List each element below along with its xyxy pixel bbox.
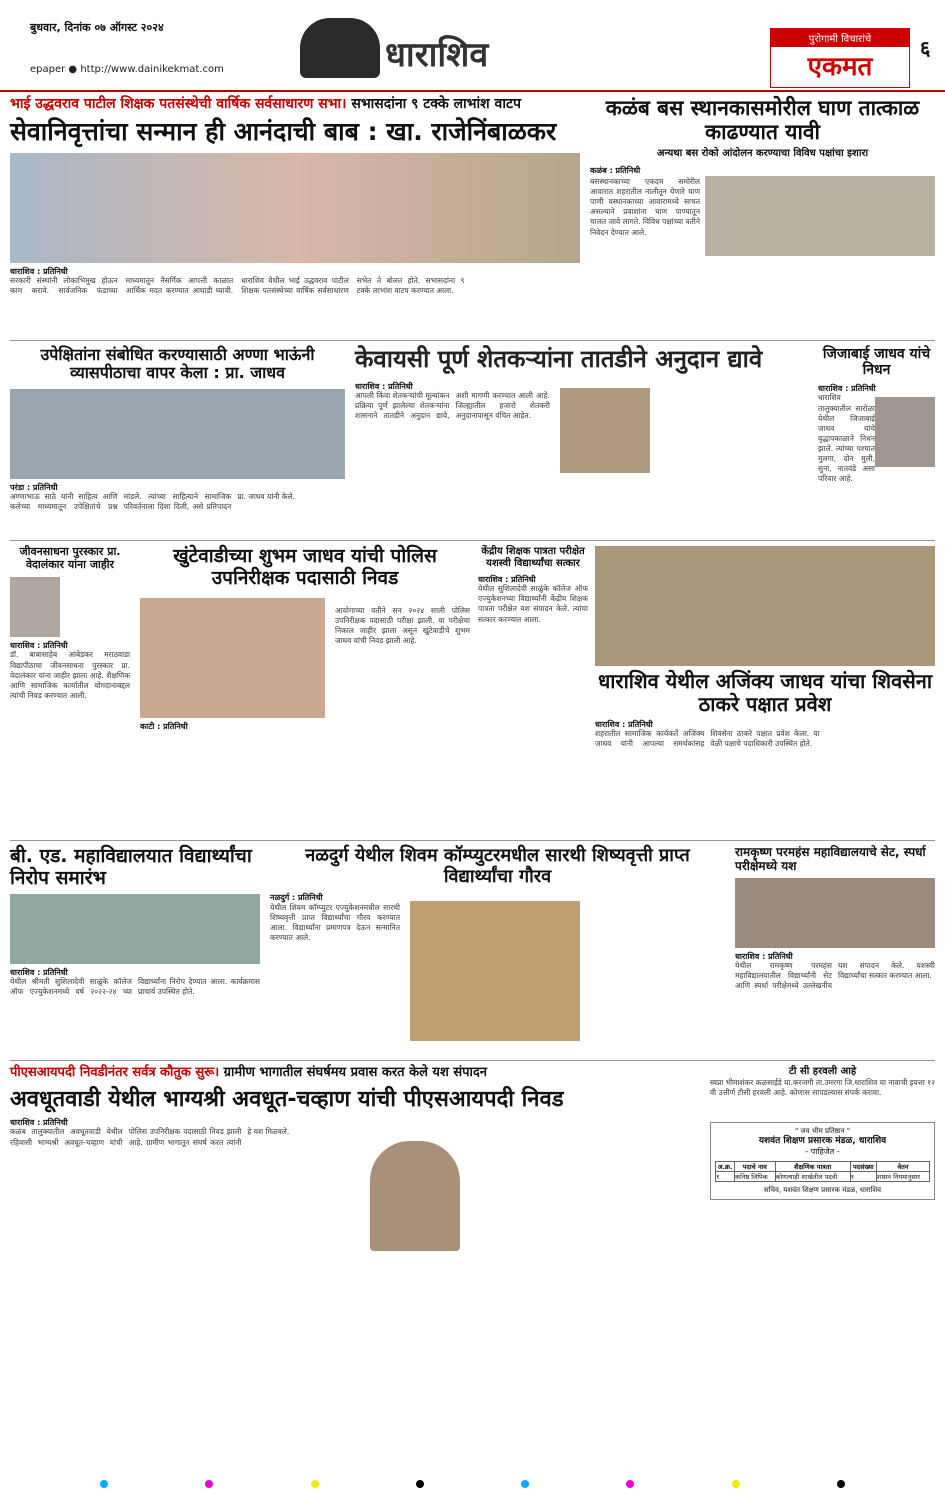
story-ramkrishna (735, 846, 935, 1071)
ad-header: " जय भीम प्रतिष्ठान " (794, 1126, 851, 1135)
byline: धाराशिव : प्रतिनिधी (355, 381, 413, 391)
kicker: पीएसआयपदी निवडीनंतर सर्वत्र कौतुक सुरू। (10, 1065, 220, 1080)
page-number: ६ (920, 36, 931, 60)
headline: सेवानिवृत्तांचा सन्मान ही आनंदाची बाब : खा. राजेनिंबाळकर (10, 117, 557, 147)
body-text: कळंब तालुक्यातील अवधूतवाडी येथील रहिवासी भाग्यश्री अवधूत-चव्हाण यांची पोलिस उपनिरीक्षक पदासाठी निवड झाली आहे. ग्रामीण भागातून संघर्ष करत त्यांनी हे यश मिळवले. (10, 1127, 290, 1147)
kicker: भाई उद्धवराव पाटील शिक्षक पतसंस्थेची वार्षिक सर्वसाधारण सभा। (10, 96, 347, 112)
divider (10, 840, 935, 841)
table-cell: कोणत्याही शाखेतील पदवी (775, 1171, 850, 1181)
byline: धाराशिव : प्रतिनिधी (10, 266, 68, 276)
notice-body: स्वप्ना भीमाशंकर कळसाईडे या.करजगी ता.उमरगा जि.धाराशिव या नावाची इयत्ता १२ वी उत्तीर्ण टीसी हरवली आहे. कोणास सापडल्यास संपर्क करावा. (710, 1077, 935, 1097)
fort-image (300, 18, 380, 78)
body-text: येथील रामकृष्ण परमहंस महाविद्यालयातील विद्यार्थ्यांनी सेट आणि स्पर्धा परीक्षेमध्ये उल्लेखनीय यश संपादन केले. यशस्वी विद्यार्थ्यांचा सत्कार करण्यात आला. (735, 960, 935, 991)
body-text: डॉ. बाबासाहेब आंबेडकर मराठवाडा विद्यापीठाचा जीवनसाधना पुरस्कार प्रा. वेदालंकार यांना जाहीर झाला आहे. शैक्षणिक आणि सामाजिक कार्यातील योगदानाबद्दल त्यांची निवड करण्यात आली. (10, 650, 130, 700)
body-text: बसस्थानकाच्या एकदम समोरील आवारात शहरातील नालीतून येणारे घाण पाणी वस्थानकाच्या आवारामध्ये साचत असल्याने प्रवाशांना घाण पाण्यातून चालत जावे लागते. विविध पक्षांच्या वतीने निवेदन देण्यात आले. (590, 176, 700, 237)
headline: जिजाबाई जाधव यांचे निधन (822, 346, 931, 379)
table-header: वेतन (876, 1161, 929, 1171)
headline: धाराशिव येथील अजिंक्य जाधव यांचा शिवसेना ठाकरे पक्षात प्रवेश (597, 669, 933, 716)
story-obituary (818, 346, 935, 543)
byline: धाराशिव : प्रतिनिधी (735, 951, 793, 961)
edition-title: धाराशिव (385, 35, 489, 75)
divider (10, 540, 935, 541)
subhead: सभासदांना ९ टक्के लाभांश वाटप (351, 96, 521, 112)
story-shubham (140, 546, 470, 731)
body-text: येथील श्रीमती सुशिलादेवी साळुंके कॉलेज ऑफ एज्युकेशनमध्ये वर्ष २०२२-२४ च्या विद्यार्थ्यांना निरोप देण्यात आला. कार्यक्रमास प्राचार्य उपस्थित होते. (10, 976, 260, 996)
byline: धाराशिव : प्रतिनिधी (595, 720, 653, 729)
farewell-photo (10, 894, 260, 964)
byline: परंडा : प्रतिनिधी (10, 482, 58, 492)
byline: धाराशिव : प्रतिनिधी (10, 641, 68, 651)
byline: नळदुर्ग : प्रतिनिधी (270, 893, 323, 903)
classified-notices (710, 1066, 935, 1200)
body-text: येथील शिवम कॉम्प्युटर एज्युकेशनमधील सारथी शिष्यवृत्ती प्राप्त विद्यार्थ्यांचा गौरव करण्यात आला. विद्यार्थ्यांना प्रमाणपत्र देऊन सन्मानित करण्यात आले. (270, 902, 400, 942)
divider (10, 340, 935, 341)
award-photo (410, 901, 580, 1041)
table-header: पदाचे नाव (735, 1161, 775, 1171)
felicitation-photo (140, 598, 325, 718)
table-header: पदसंख्या (850, 1161, 876, 1171)
body-text: धाराशिव तालुक्यातील सारोळा येथील जिजाबाई जाधव यांचे वृद्धापकाळाने निधन झाले. त्यांच्या पश्चात मुलगा, दोन मुली, सुना, नातवंडे असा परिवार आहे. (818, 393, 875, 484)
body-text: शहरातील सामाजिक कार्यकर्ते अजिंक्य जाधव यांनी आपल्या समर्थकांसह शिवसेना ठाकरे पक्षात प्रवेश केला. या वेळी पक्षाचे पदाधिकारी उपस्थित होते. (595, 729, 820, 749)
headline: रामकृष्ण परमहंस महाविद्यालयाचे सेट, स्पर्धा परीक्षेमध्ये यश (735, 845, 926, 873)
newspaper-logo (770, 28, 910, 88)
byline: काटी : प्रतिनिधी (140, 721, 188, 731)
protest-photo (705, 176, 935, 256)
story-annabhau (10, 346, 345, 572)
meeting-photo (10, 153, 580, 263)
story-kalamb-bus (590, 96, 935, 317)
notice-title: टी सी हरवली आहे (788, 1066, 857, 1077)
story-patsanstha (10, 96, 580, 336)
ad-subtitle: - पाहिजेत - (805, 1146, 840, 1156)
body-text: अण्णाभाऊ साठे यांनी साहित्य आणि कलेच्या माध्यमातून उपेक्षितांचे प्रश्न मांडले. त्यांच्या साहित्याने सामाजिक परिवर्तनाला दिशा दिली, असे प्रतिपादन प्रा. जाधव यांनी केले. (10, 491, 295, 512)
body-text: आपली किंवा शेतकऱ्यांची मूल्यांकन प्रक्रिया पूर्ण झालेल्या शेतकऱ्यांना शासनाने तातडीने अनुदान द्यावे, अशी मागणी करण्यात आली आहे. जिल्ह्यातील हजारो शेतकरी अनुदानापासून वंचित आहेत. (355, 390, 550, 421)
psi-photo (370, 1141, 460, 1251)
ad-organisation: यशवंत शिक्षण प्रसारक मंडळ, धाराशिव (758, 1135, 887, 1146)
event-photo (10, 389, 345, 479)
body-text: आयोगाच्या वतीने सन २०२४ साली पोलिस उपनिरीक्षक पदासाठी परीक्षा झाली. या परीक्षेचा निकाल जाहीर झाला असून खुंटेवाडीचे शुभम जाधव यांची निवड झाली आहे. (335, 606, 470, 646)
headline: खुंटेवाडीच्या शुभम जाधव यांची पोलिस उपनिरीक्षक पदासाठी निवड (173, 545, 437, 589)
divider (10, 1060, 935, 1061)
registration-marks (100, 1480, 845, 1490)
story-ajinkya (595, 546, 935, 789)
headline: नळदुर्ग येथील शिवम कॉम्प्युटरमधील सारथी शिष्यवृत्ती प्राप्त विद्यार्थ्यांचा गौरव (305, 845, 690, 887)
story-bhagyashri (10, 1066, 700, 1327)
headline: जीवनसाधना पुरस्कार प्रा. वेदालंकार यांना जाहीर (19, 545, 121, 571)
recruitment-ad (710, 1122, 935, 1200)
headline: केंद्रीय शिक्षक पात्रता परीक्षेत यशस्वी विद्यार्थ्यांचा सत्कार (481, 546, 585, 569)
table-cell: कनिष्ठ लिपिक (735, 1171, 775, 1181)
story-ctet (478, 546, 588, 814)
subhead: ग्रामीण भागातील संघर्षमय प्रवास करत केले यश संपादन (223, 1065, 488, 1080)
story-kyc-farmers (355, 346, 810, 551)
college-photo (735, 878, 935, 948)
logo-tagline: पुरोगामी विचारांचे (771, 29, 909, 47)
table-cell: १ (850, 1171, 876, 1181)
byline: धाराशिव : प्रतिनिधी (10, 1118, 68, 1128)
body-text: सरकारी संस्थांनी लोकाभिमुख होऊन काम करावे. सार्वजनिक फंडाच्या माध्यमातून नैसर्गिक आपत्ती काळात आर्थिक मदत करण्यात आघाडी घ्यावी. धाराशिव येथील भाई उद्धवराव पाटील शिक्षक पतसंस्थेच्या वार्षिक सर्वसाधारण सभेत ते बोलत होते. सभासदांना ९ टक्के लाभांश वाटप करण्यात आला. (10, 276, 465, 296)
byline: कळंब : प्रतिनिधी (590, 165, 641, 175)
headline: केवायसी पूर्ण शेतकऱ्यांना तातडीने अनुदान द्यावे (355, 345, 763, 373)
headline: कळंब बस स्थानकासमोरील घाण तात्काळ काढण्यात यावी (605, 96, 920, 145)
story-shivam-computer (270, 846, 725, 1053)
byline: धाराशिव : प्रतिनिधी (818, 384, 876, 394)
byline: धाराशिव : प्रतिनिधी (10, 967, 68, 977)
obituary-photo (875, 397, 935, 467)
headline: बी. एड. महाविद्यालयात विद्यार्थ्यांचा निरोप समारंभ (10, 845, 252, 889)
award-photo (10, 577, 60, 637)
vacancy-table (715, 1161, 930, 1182)
table-cell: शासन नियमानुसार (876, 1171, 929, 1181)
byline: धाराशिव : प्रतिनिधी (478, 575, 536, 584)
story-award (10, 546, 130, 860)
body-text: येथील सुशिलादेवी साळुंके कॉलेज ऑफ एज्युकेशनच्या विद्यार्थ्यांनी केंद्रीय शिक्षक पात्रता परीक्षेत यश संपादन केले. त्यांचा सत्कार करण्यात आला. (478, 584, 588, 624)
epaper-link[interactable]: epaper ● http://www.dainikekmat.com (30, 64, 224, 75)
portrait-photo (560, 388, 650, 473)
story-bed-farewell (10, 846, 260, 1047)
headline: अवधूतवाडी येथील भाग्यश्री अवधूत-चव्हाण यांची पीएसआयपदी निवड (10, 1086, 564, 1112)
table-header: अ.क्र. (716, 1161, 735, 1171)
table-header: शैक्षणिक पात्रता (775, 1161, 850, 1171)
subhead: अन्यथा बस रोको आंदोलन करण्याचा विविध पक्षांचा इशारा (656, 148, 869, 160)
headline: उपेक्षितांना संबोधित करण्यासाठी अण्णा भाऊंनी व्यासपीठाचा वापर केला : प्रा. जाधव (40, 345, 315, 383)
ad-footer: सचिव, यशवंत शिक्षण प्रसारक मंडळ, धाराशिव (763, 1185, 882, 1194)
issue-date: बुधवार, दिनांक ०७ ऑगस्ट २०२४ (30, 21, 164, 34)
masthead (0, 0, 945, 92)
table-cell: १ (716, 1171, 735, 1181)
group-photo (595, 546, 935, 666)
logo-name: एकमत (807, 52, 873, 82)
